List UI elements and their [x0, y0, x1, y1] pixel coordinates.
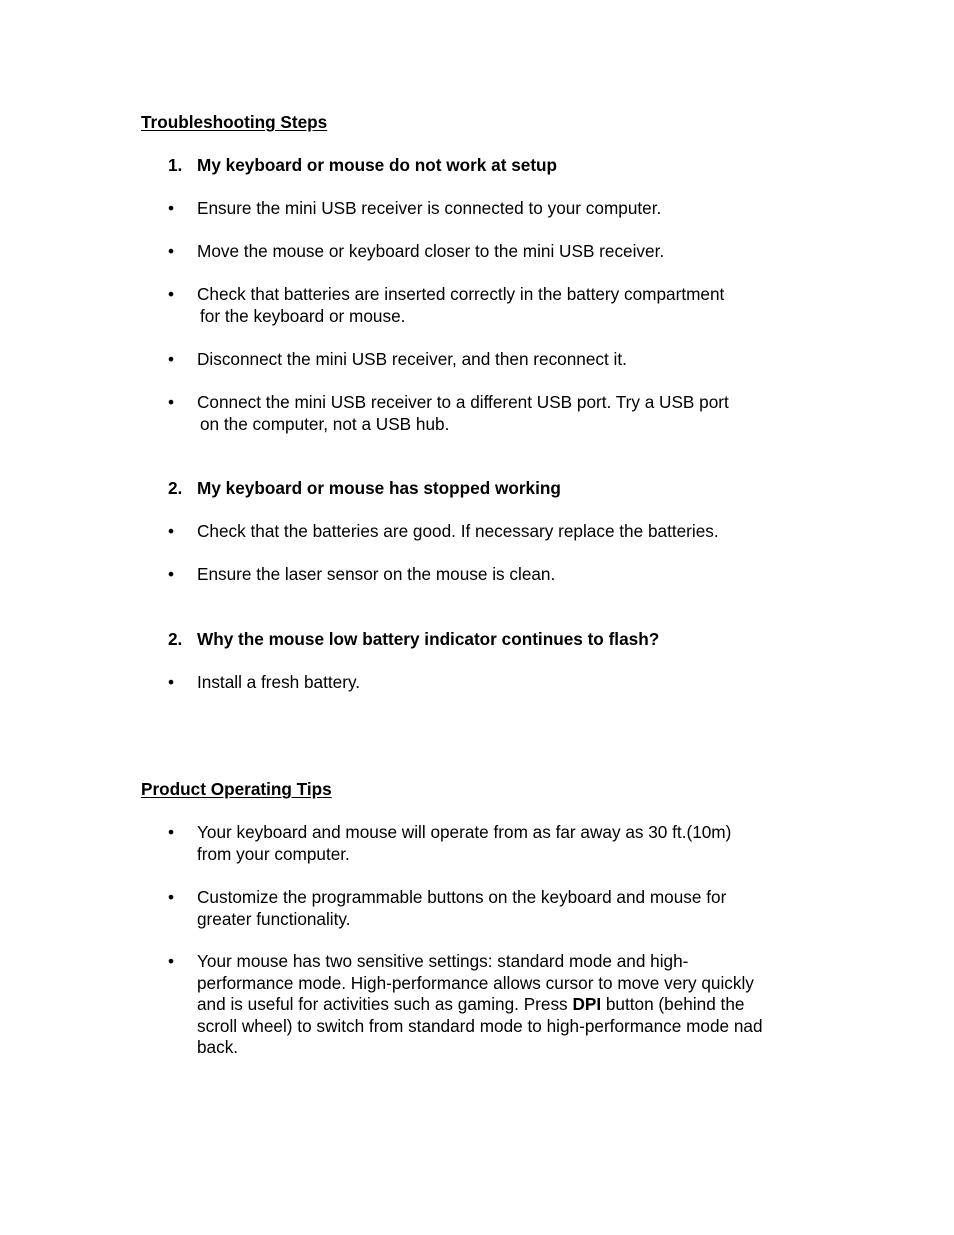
list-item-text-continued: on the computer, not a USB hub.	[200, 413, 450, 434]
list-item-text: Ensure the laser sensor on the mouse is clean.	[197, 564, 556, 584]
bullet-icon: •	[168, 241, 175, 261]
list-item-text: Customize the programmable buttons on the keyboard and mouse for	[197, 887, 727, 907]
dpi-button-name: DPI	[572, 994, 602, 1014]
question-number: 2.	[168, 478, 183, 498]
list-item-text-continued: greater functionality.	[197, 908, 351, 929]
bullet-icon: •	[168, 887, 175, 907]
list-item-text-continued: for the keyboard or mouse.	[200, 305, 406, 326]
dpi-tip-line: scroll wheel) to switch from standard mode to high-performance mode nad	[197, 1015, 763, 1036]
list-item-text: Connect the mini USB receiver to a different USB port. Try a USB port	[197, 392, 729, 412]
list-item-text: Ensure the mini USB receiver is connected to your computer.	[197, 198, 662, 218]
bullet-icon: •	[168, 564, 175, 584]
list-item-text: Check that the batteries are good. If necessary replace the batteries.	[197, 521, 719, 541]
dpi-tip-text: and is useful for activities such as gaming. Press	[197, 994, 573, 1014]
dpi-tip-line: Your mouse has two sensitive settings: standard mode and high-	[197, 951, 689, 971]
question-text: My keyboard or mouse has stopped working	[197, 478, 561, 498]
bullet-icon: •	[168, 672, 175, 692]
list-item-text: Install a fresh battery.	[197, 672, 361, 692]
question-number: 2.	[168, 629, 183, 649]
bullet-icon: •	[168, 198, 175, 218]
question-1	[168, 155, 557, 177]
question-text: My keyboard or mouse do not work at setup	[197, 155, 558, 175]
list-item-text-continued: from your computer.	[197, 843, 350, 864]
tips-heading: Product Operating Tips	[141, 779, 332, 799]
list-item-text: Move the mouse or keyboard closer to the mini USB receiver.	[197, 241, 665, 261]
troubleshooting-heading: Troubleshooting Steps	[141, 112, 328, 132]
dpi-tip-text: button (behind the	[601, 994, 745, 1014]
question-3	[168, 629, 659, 651]
bullet-icon: •	[168, 822, 175, 842]
bullet-icon: •	[168, 951, 175, 971]
question-text: Why the mouse low battery indicator continues to flash?	[197, 629, 660, 649]
bullet-icon: •	[168, 392, 175, 412]
list-item-text: Check that batteries are inserted correctly in the battery compartment	[197, 284, 725, 304]
question-number: 1.	[168, 155, 183, 175]
list-item-text: Your keyboard and mouse will operate from as far away as 30 ft.(10m)	[197, 822, 732, 842]
bullet-icon: •	[168, 284, 175, 304]
dpi-tip-line: performance mode. High-performance allows cursor to move very quickly	[197, 972, 754, 993]
list-item-text: Disconnect the mini USB receiver, and then reconnect it.	[197, 349, 627, 369]
question-2	[168, 478, 561, 500]
dpi-tip-line	[197, 994, 827, 1016]
bullet-icon: •	[168, 349, 175, 369]
dpi-tip-line: back.	[197, 1037, 239, 1057]
bullet-icon: •	[168, 521, 175, 541]
